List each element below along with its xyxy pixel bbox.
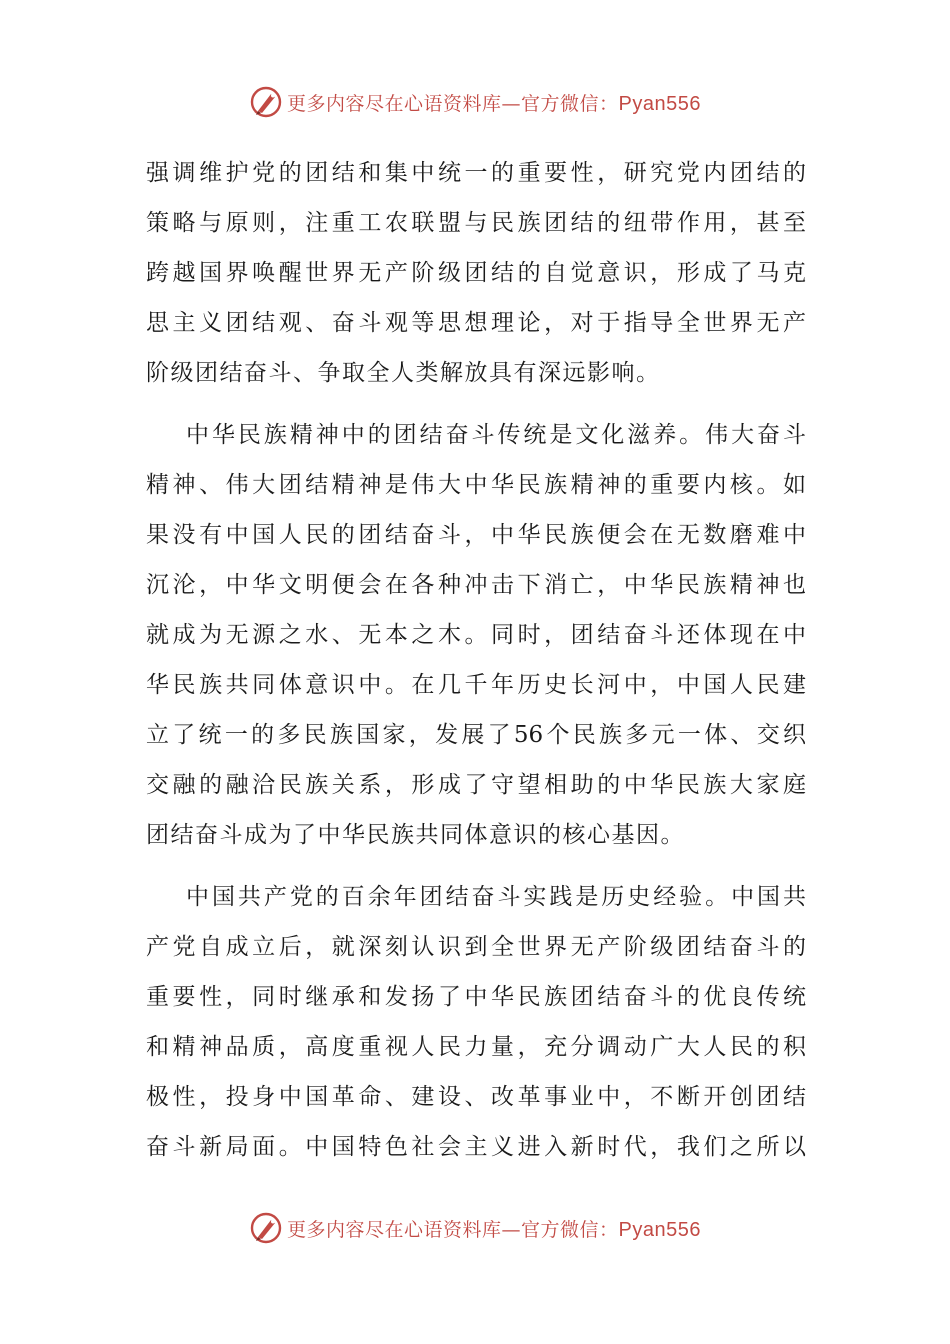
paragraph-3 [146,872,806,1172]
text-line: 和精神品质，高度重视人民力量，充分调动广大人民的积 [146,1034,806,1060]
text-line: 强调维护党的团结和集中统一的重要性，研究党内团结的 [146,160,806,186]
text-line: 阶级团结奋斗、争取全人类解放具有深远影响。 [146,360,661,386]
text-line: 立了统一的多民族国家，发展了56个民族多元一体、交织 [146,722,806,748]
text-line: 中华民族精神中的团结奋斗传统是文化滋养。伟大奋斗 [186,422,806,448]
text-line: 策略与原则，注重工农联盟与民族团结的纽带作用，甚至 [146,210,806,236]
text-line: 果没有中国人民的团结奋斗，中华民族便会在无数磨难中 [146,522,806,548]
text-line: 产党自成立后，就深刻认识到全世界无产阶级团结奋斗的 [146,934,806,960]
text-line: 团结奋斗成为了中华民族共同体意识的核心基因。 [146,822,685,848]
text-line: 极性，投身中国革命、建设、改革事业中，不断开创团结 [146,1084,806,1110]
text-line: 奋斗新局面。中国特色社会主义进入新时代，我们之所以 [146,1134,806,1160]
text-line: 沉沦，中华文明便会在各种冲击下消亡，中华民族精神也 [146,572,806,598]
paragraph-2 [146,410,806,860]
text-line: 华民族共同体意识中。在几千年历史长河中，中国人民建 [146,672,806,698]
footer-watermark-banner [0,1206,950,1250]
text-line: 精神、伟大团结精神是伟大中华民族精神的重要内核。如 [146,472,806,498]
text-line: 思主义团结观、奋斗观等思想理论，对于指导全世界无产 [146,310,806,336]
text-line: 中国共产党的百余年团结奋斗实践是历史经验。中国共 [186,884,806,910]
text-line: 就成为无源之水、无本之木。同时，团结奋斗还体现在中 [146,622,806,648]
header-banner-text: 更多内容尽在心语资料库—官方微信：Pyan556 [287,92,701,115]
header-watermark-banner [0,80,950,124]
text-line: 交融的融洽民族关系，形成了守望相助的中华民族大家庭 [146,772,806,798]
text-line: 重要性，同时继承和发扬了中华民族团结奋斗的优良传统 [146,984,806,1010]
pen-logo-icon [249,1211,283,1245]
pen-logo-icon [249,85,283,119]
text-line: 跨越国界唤醒世界无产阶级团结的自觉意识，形成了马克 [146,260,806,286]
paragraph-1 [146,148,806,398]
footer-banner-text: 更多内容尽在心语资料库—官方微信：Pyan556 [287,1218,701,1241]
document-body [146,148,806,1172]
